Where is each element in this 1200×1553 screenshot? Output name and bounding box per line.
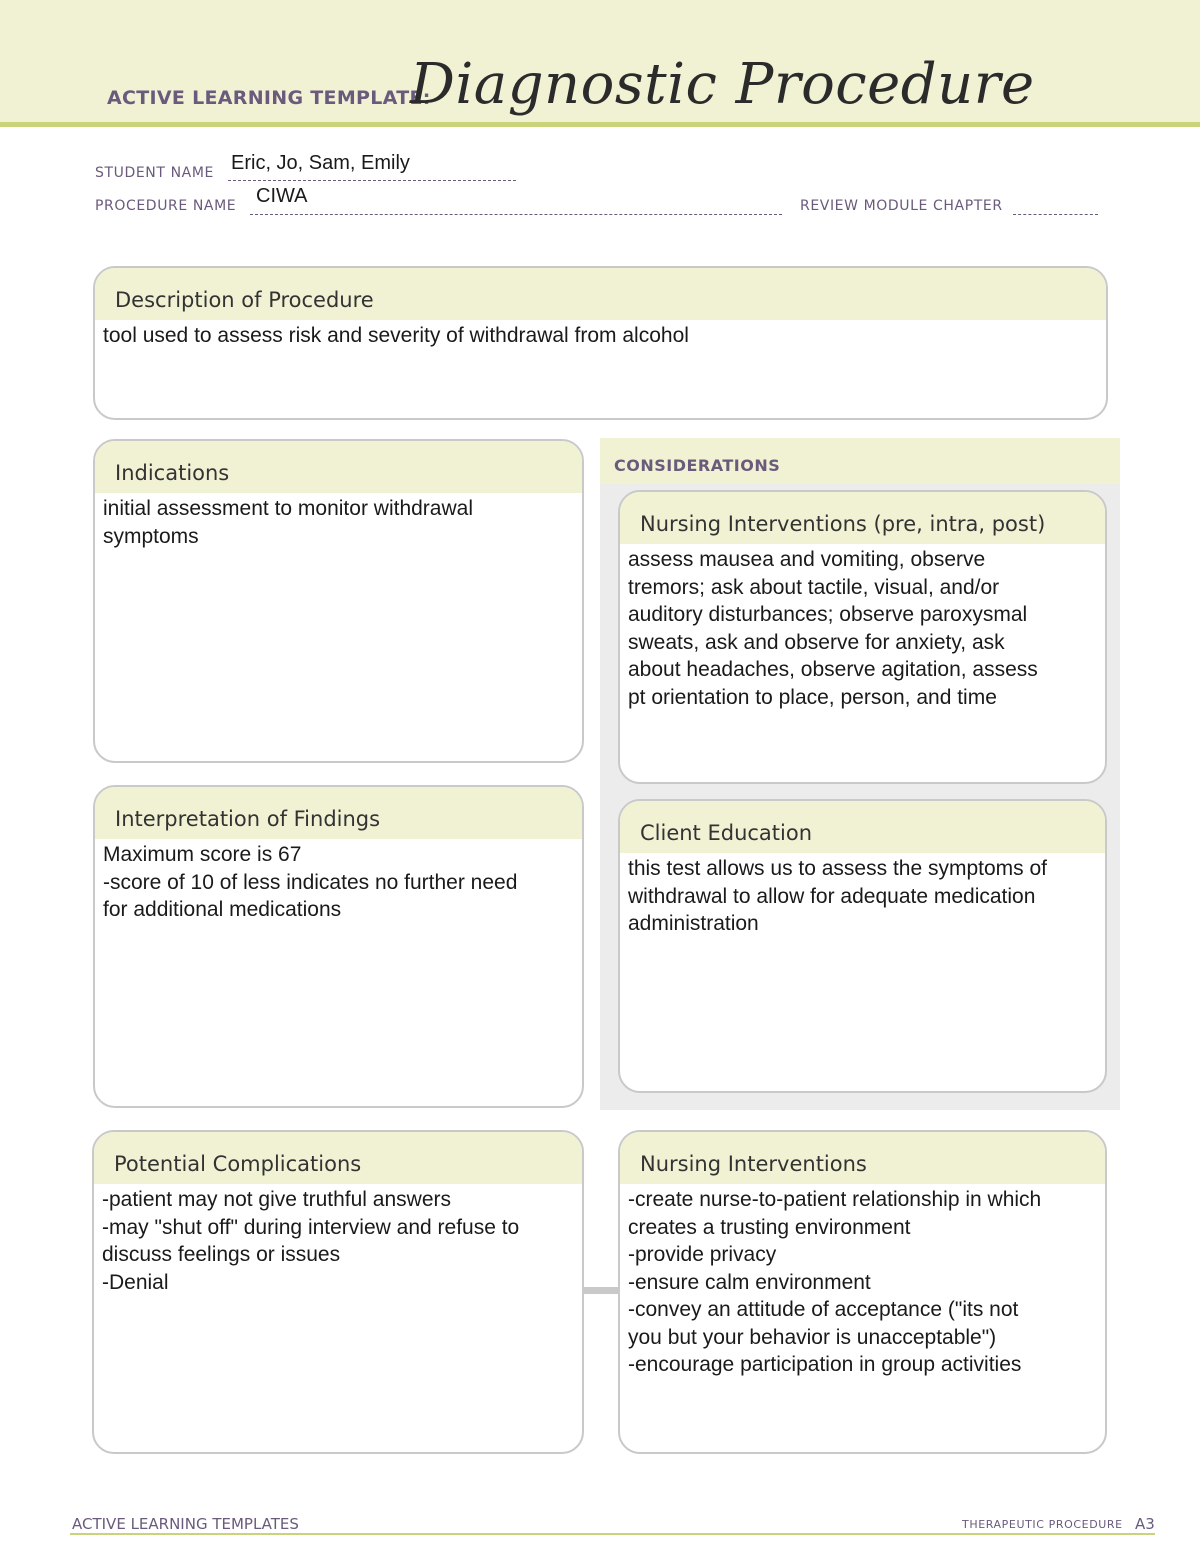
interpretation-text[interactable]: Maximum score is 67 -score of 10 of less indicates no further need for additional medications <box>103 843 518 921</box>
complications-box <box>92 1130 584 1454</box>
client-education-text[interactable]: this test allows us to assess the symptoms of withdrawal to allow for adequate medication administration <box>628 857 1047 935</box>
template-title: Diagnostic Procedure <box>410 52 1035 117</box>
footer-left-label: ACTIVE LEARNING TEMPLATES <box>72 1515 299 1533</box>
description-box <box>93 266 1108 420</box>
description-heading: Description of Procedure <box>95 268 1106 320</box>
nursing-interventions-heading: Nursing Interventions <box>620 1132 1105 1184</box>
procedure-name-line <box>250 214 782 215</box>
procedure-name-label: PROCEDURE NAME <box>95 198 237 214</box>
complications-heading: Potential Complications <box>94 1132 582 1184</box>
nursing-interventions-pre-box <box>618 490 1107 784</box>
template-label: ACTIVE LEARNING TEMPLATE: <box>107 87 431 109</box>
footer-page-number: A3 <box>1135 1515 1155 1533</box>
nursing-interventions-text[interactable]: -create nurse-to-patient relationship in which creates a trusting environment -provide privacy -ensure calm environment -convey an attitude of acceptance ("its not you but your behavior is unacceptable") -encourage participation in group activities <box>628 1188 1042 1376</box>
complications-text[interactable]: -patient may not give truthful answers -may "shut off" during interview and refuse to discuss feelings or issues -Denial <box>102 1188 520 1294</box>
footer-right-label: THERAPEUTIC PROCEDURE <box>962 1518 1123 1531</box>
nursing-interventions-pre-text[interactable]: assess mausea and vomiting, observe tremors; ask about tactile, visual, and/or auditory disturbances; observe paroxysmal sweats, ask and observe for anxiety, ask about headaches, observe agitation, assess pt orientation to place, person, and time <box>628 548 1038 709</box>
interpretation-heading: Interpretation of Findings <box>95 787 582 839</box>
box-connector <box>583 1287 621 1294</box>
student-name-label: STUDENT NAME <box>95 165 214 181</box>
header-rule <box>0 122 1200 127</box>
review-module-label: REVIEW MODULE CHAPTER <box>800 198 1003 214</box>
indications-box <box>93 439 584 763</box>
review-module-field[interactable] <box>1013 214 1098 215</box>
description-text[interactable]: tool used to assess risk and severity of withdrawal from alcohol <box>103 324 689 347</box>
interpretation-box <box>93 785 584 1108</box>
indications-text[interactable]: initial assessment to monitor withdrawal symptoms <box>103 497 473 548</box>
student-name-line <box>228 180 516 181</box>
procedure-name-field[interactable]: CIWA <box>256 185 308 207</box>
considerations-label: CONSIDERATIONS <box>614 456 781 475</box>
student-name-field[interactable]: Eric, Jo, Sam, Emily <box>231 152 410 174</box>
nursing-interventions-box <box>618 1130 1107 1454</box>
indications-heading: Indications <box>95 441 582 493</box>
client-education-heading: Client Education <box>620 801 1105 853</box>
nursing-interventions-pre-heading: Nursing Interventions (pre, intra, post) <box>620 492 1105 544</box>
footer-rule <box>70 1533 1155 1535</box>
client-education-box <box>618 799 1107 1093</box>
